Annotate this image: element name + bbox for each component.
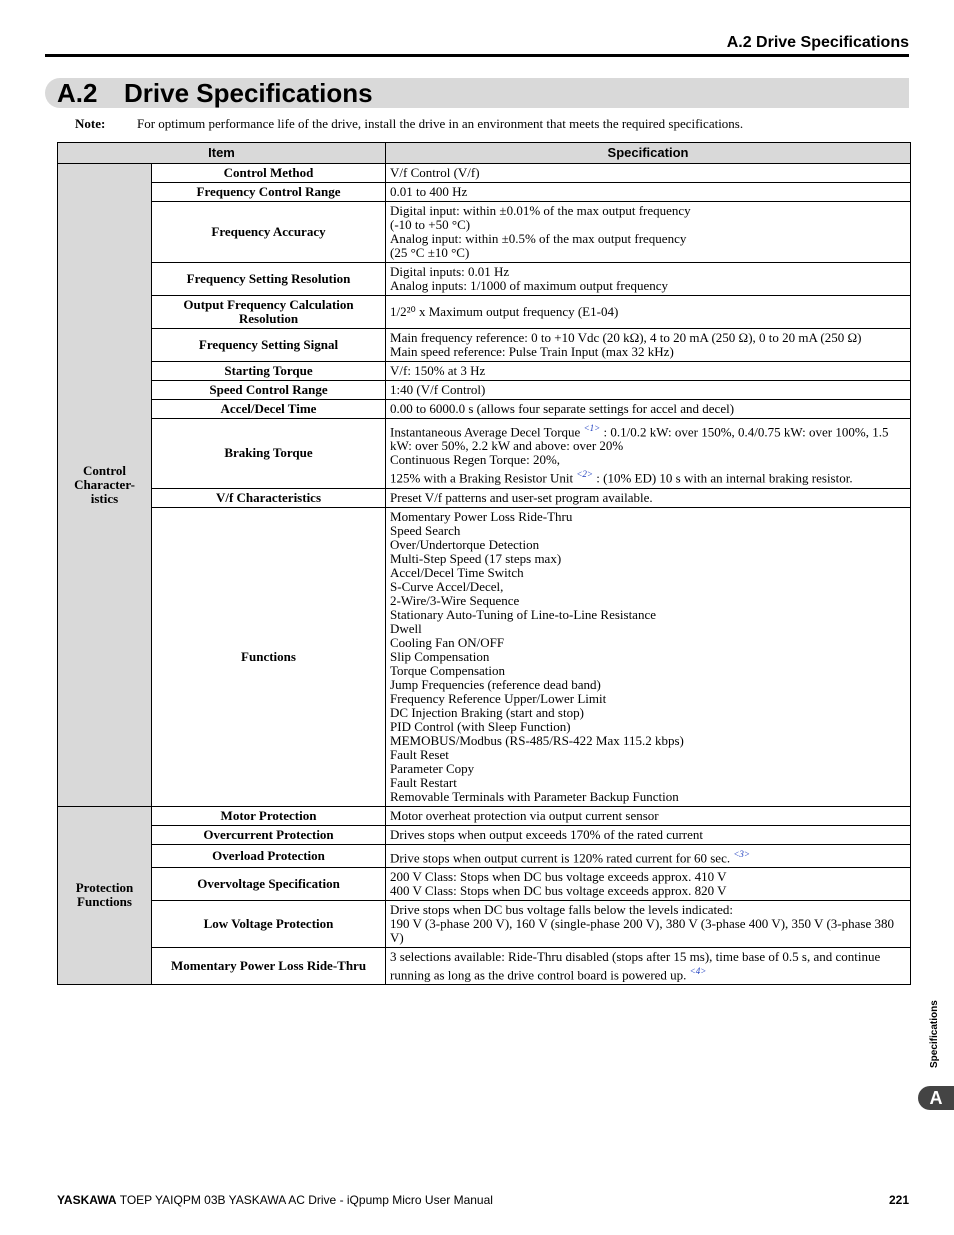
spec-cell: Drive stops when DC bus voltage falls below the levels indicated: 190 V (3-phase 200 V), 160 V (single-phase 200 V), 380 V (3-phase 400 V), 350 V (3-phase 380 V) [386,900,911,947]
footer-doc: TOEP YAIQPM 03B YASKAWA AC Drive - iQpump Micro User Manual [119,1193,493,1207]
item-cell: Control Method [152,164,386,183]
spec-cell: Drives stops when output exceeds 170% of the rated current [386,825,911,844]
spec-cell: Momentary Power Loss Ride-Thru Speed Search Over/Undertorque Detection Multi-Step Speed (17 steps max) Accel/Decel Time Switch S-Curve Accel/Decel, 2-Wire/3-Wire Sequence Stationary Auto-Tuning of Line-to-Line Resistance Dwell Cooling Fan ON/OFF Slip Compensation Torque Compensation Jump Frequencies (reference dead band) Frequency Reference Upper/Lower Limit DC Injection Braking (start and stop) PID Control (with Sleep Function) MEMOBUS/Modbus (RS-485/RS-422 Max 115.2 kbps) Fault Reset Parameter Copy Fault Restart Removable Terminals with Parameter Backup Function [386,507,911,806]
item-cell: Low Voltage Protection [152,900,386,947]
table-row [58,202,911,263]
spec-cell: 3 selections available: Ride-Thru disabled (stops after 15 ms), time base of 0.5 s, and continue running as long as the drive control board is powered up. $^{<4>}$ [386,947,911,984]
item-cell: Overload Protection [152,844,386,867]
item-cell: Braking Torque [152,419,386,489]
section-heading [45,78,909,108]
table-row [58,164,911,183]
table-row [58,329,911,362]
header-rule [45,54,909,57]
table-row [58,844,911,867]
table-row [58,419,911,489]
footnote-ref[interactable]: <4> [689,965,707,976]
table-row [58,296,911,329]
table-row [58,507,911,806]
note-text: For optimum performance life of the drive, install the drive in an environment that meets the required specifications. [137,116,744,131]
footnote-ref[interactable]: <3> [733,848,750,859]
side-label: Specifications [929,1000,940,1068]
spec-cell: 0.01 to 400 Hz [386,183,911,202]
table-row [58,867,911,900]
item-cell: Motor Protection [152,806,386,825]
group-cell: Protection Functions [58,806,152,985]
item-cell: Output Frequency Calculation Resolution [152,296,386,329]
spec-cell: Preset V/f patterns and user-set program available. [386,488,911,507]
spec-cell: Main frequency reference: 0 to +10 Vdc (20 kΩ), 4 to 20 mA (250 Ω), 0 to 20 mA (250 Ω) Main speed reference: Pulse Train Input (max 32 kHz) [386,329,911,362]
section-number: A.2 [57,77,98,108]
footnote-ref[interactable]: <2> [576,469,593,480]
footer-brand: YASKAWA [57,1193,117,1207]
item-cell: Frequency Setting Resolution [152,263,386,296]
item-cell: Frequency Setting Signal [152,329,386,362]
table-row [58,183,911,202]
col-header-spec: Specification [386,143,911,164]
spec-cell: Digital inputs: 0.01 Hz Analog inputs: 1/1000 of maximum output frequency [386,263,911,296]
table-body [58,164,911,985]
item-cell: Momentary Power Loss Ride-Thru [152,947,386,984]
page-number: 221 [888,1193,909,1207]
item-cell: Starting Torque [152,362,386,381]
spec-table [57,142,911,985]
table-row [58,825,911,844]
spec-cell: Motor overheat protection via output current sensor [386,806,911,825]
table-row [58,900,911,947]
table-row [58,381,911,400]
item-cell: Overvoltage Specification [152,867,386,900]
spec-cell: 200 V Class: Stops when DC bus voltage exceeds approx. 410 V 400 V Class: Stops when DC bus voltage exceeds approx. 820 V [386,867,911,900]
item-cell: Speed Control Range [152,381,386,400]
spec-cell: 1/2²⁰ x Maximum output frequency (E1-04) [386,296,911,329]
spec-cell: 1:40 (V/f Control) [386,381,911,400]
footer [57,1193,909,1207]
spec-cell: V/f Control (V/f) [386,164,911,183]
spec-cell: Digital input: within ±0.01% of the max output frequency (-10 to +50 °C) Analog input: within ±0.5% of the max output frequency (25 °C ±10 °C) [386,202,911,263]
table-row [58,947,911,984]
item-cell: V/f Characteristics [152,488,386,507]
item-cell: Overcurrent Protection [152,825,386,844]
spec-cell: V/f: 150% at 3 Hz [386,362,911,381]
table-row [58,263,911,296]
table-row [58,400,911,419]
item-cell: Frequency Control Range [152,183,386,202]
table-row [58,806,911,825]
table-row [58,362,911,381]
item-cell: Functions [152,507,386,806]
running-header: A.2 Drive Specifications [726,34,909,51]
spec-cell: Drive stops when output current is 120% rated current for 60 sec. $^{<3>}$ [386,844,911,867]
item-cell: Frequency Accuracy [152,202,386,263]
group-cell: Control Character- istics [58,164,152,807]
note-label: Note: [75,116,106,131]
spec-cell: 0.00 to 6000.0 s (allows four separate settings for accel and decel) [386,400,911,419]
footnote-ref[interactable]: <1> [583,423,601,433]
section-title: Drive Specifications [124,77,373,108]
appendix-tab: A [918,1086,954,1110]
item-cell: Accel/Decel Time [152,400,386,419]
note [75,116,743,132]
table-header-row [58,143,911,164]
spec-cell: Instantaneous Average Decel Torque $^{<1>}$ : 0.1/0.2 kW: over 150%, 0.4/0.75 kW: over 100%, 1.5 kW: over 50%, 2.2 kW and above: over 20% Continuous Regen Torque: 20%, 125% with a Braking Resistor Unit $^{<2>}$ : (10% ED) 10 s with an internal braking resistor. [386,419,911,489]
table-row [58,488,911,507]
col-header-item: Item [58,143,386,164]
